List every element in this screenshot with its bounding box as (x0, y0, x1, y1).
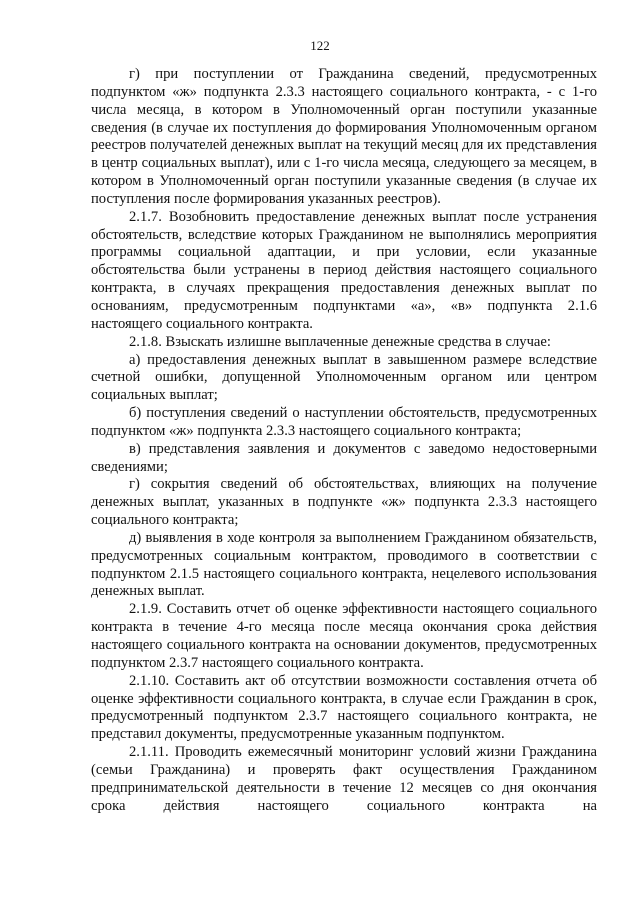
paragraph-2-1-8: 2.1.8. Взыскать излишне выплаченные денежные средства в случае: (129, 333, 551, 350)
paragraph-2-1-10: 2.1.10. Составить акт об отсутствии возможности составления отчета об оценке эффективности социального контракта, в случае если Гражданин в срок, предусмотренный подпунктом 2.3.7 настоящего социального контракта, не представил документы, предусмотренные указанным подпунктом. (91, 672, 597, 743)
paragraph-2-1-7: 2.1.7. Возобновить предоставление денежных выплат после устранения обстоятельств, вследствие которых Гражданином не выполнялись мероприятия программы социальной адаптации, и при условии, если указанные обстоятельства были устранены в период действия настоящего социального контракта, в случаях прекращения предоставления денежных выплат по основаниям, предусмотренным подпунктами «а», «в» подпункта 2.1.6 настоящего социального контракта. (91, 208, 597, 332)
paragraph-2-1-9: 2.1.9. Составить отчет об оценке эффективности настоящего социального контракта в течение 4-го месяца после месяца окончания срока действия настоящего социального контракта на основании документов, предусмотренных подпунктом 2.3.7 настоящего социального контракта. (91, 601, 597, 671)
paragraph-2-1-8-b: б) поступления сведений о наступлении обстоятельств, предусмотренных подпунктом «ж» подпункта 2.3.3 настоящего социального контракта; (91, 405, 597, 439)
paragraph-2-1-8-g: г) сокрытия сведений об обстоятельствах, влияющих на получение денежных выплат, указанных в подпункте «ж» подпункта 2.3.3 настоящего социального контракта; (91, 476, 597, 529)
page-number: 122 (310, 38, 330, 53)
paragraph-2-1-11: 2.1.11. Проводить ежемесячный мониторинг условий жизни Гражданина (семьи Гражданина) и проверять факт осуществления Гражданином предпринимательской деятельности в течение 12 месяцев со дня окончания срока действия настоящего социального контракта на (91, 744, 597, 814)
paragraph-2-1-8-a: а) предоставления денежных выплат в завышенном размере вследствие счетной ошибки, допущенной Уполномоченным органом или центром социальных выплат; (91, 351, 597, 404)
paragraph-2-1-8-v: в) представления заявления и документов с заведомо недостоверными сведениями; (91, 440, 597, 475)
document-body (91, 66, 597, 815)
paragraph-g-receipt-of-info: г) при поступлении от Гражданина сведений, предусмотренных подпунктом «ж» подпункта 2.3.3 настоящего социального контракта, - с 1-го числа месяца, в котором в Уполномоченный орган поступили указанные сведения (в случае их поступления до формирования Уполномоченным органом реестров получателей денежных выплат на текущий месяц для их представления в центр социальных выплат), или с 1-го числа месяца, следующего за месяцем, в котором в Уполномоченный орган поступили указанные сведения (в случае их поступления после формирования указанных реестров). (91, 66, 597, 207)
paragraph-2-1-8-d: д) выявления в ходе контроля за выполнением Гражданином обязательств, предусмотренных социальным контрактом, проводимого в соответствии с подпунктом 2.1.5 настоящего социального контракта, нецелевого использования денежных выплат. (91, 529, 597, 600)
